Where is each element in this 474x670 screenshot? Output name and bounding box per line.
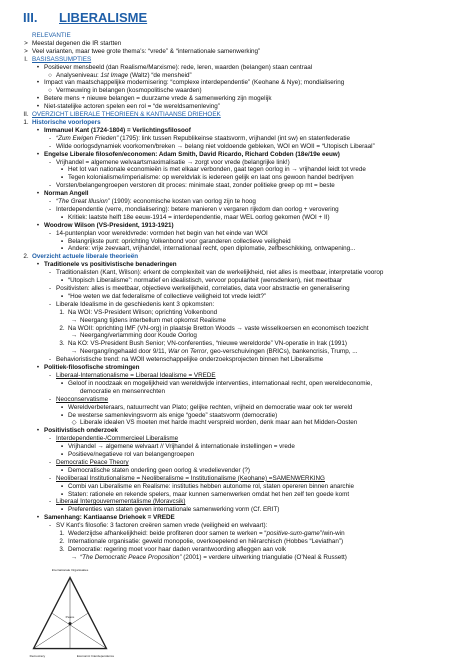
notes-content xyxy=(20,32,456,562)
note-line xyxy=(20,277,456,285)
line-text: Meestal degenen die IR startten xyxy=(32,39,122,47)
note-line xyxy=(20,317,456,325)
line-text: Vorsten/belangengroepen verstoren dit proces: minimale staat, zonder politieke greep op mt = beste xyxy=(56,182,335,190)
line-marker: • xyxy=(36,190,40,198)
line-text: Traditionalisten (Kant, Wilson): erkent de complexiteit van de werkelijkheid, niet alles is meetbaar, interpretatie voorop xyxy=(56,269,384,277)
note-line xyxy=(20,554,456,562)
line-marker: - xyxy=(48,142,52,150)
line-text: Betere mens + nieuwe belangen = duurzame vrede & samenwerking zijn mogelijk xyxy=(44,95,272,103)
line-marker: • xyxy=(36,103,40,111)
line-text: “Hoe weten we dat federalisme of collectieve veiligheid tot vrede leidt?” xyxy=(68,292,267,300)
line-text: “The Great Illusion” xyxy=(56,198,110,206)
line-text: Historische voorlopers xyxy=(32,118,101,126)
line-marker: • xyxy=(36,261,40,269)
line-text: Politiek-filosofische stromingen xyxy=(44,364,140,372)
line-text: Samenhang: Kantiaanse Driehoek = VREDE xyxy=(44,514,175,522)
note-line xyxy=(20,40,456,48)
line-marker: 2. xyxy=(23,253,29,261)
triangle-axis-left xyxy=(34,613,89,649)
line-text: 14-puntenplan voor wereldvrede: vormden het begin van het einde van WOI xyxy=(56,229,268,237)
line-text: Belangrijkste punt: oprichting Volkenbond voor garanderen collectieve veiligheid xyxy=(68,237,291,245)
line-text: 1st Image xyxy=(100,71,129,79)
line-marker: ▪ xyxy=(60,482,64,490)
line-marker: • xyxy=(36,79,40,87)
line-text: “Utopisch Liberalisme”: normatief en idealistisch, vervoor populariteit (wensdenken), niet meetbaar xyxy=(68,277,343,285)
note-line xyxy=(20,514,456,522)
line-marker: - xyxy=(48,522,52,530)
note-line xyxy=(20,419,456,427)
line-text: Na WOI: VS-President Wilson; oprichting Volkenbond xyxy=(68,308,218,316)
line-marker: ▪ xyxy=(60,166,64,174)
note-line xyxy=(20,348,456,356)
note-line xyxy=(20,372,456,380)
line-text: Positivistisch onderzoek xyxy=(44,427,118,435)
note-line xyxy=(20,64,456,72)
note-line xyxy=(20,79,456,87)
line-text: Traditionele vs positivistische benaderingen xyxy=(44,261,177,269)
line-text: “The Democratic Peace Proposition” xyxy=(80,553,182,561)
line-text: , geo-verschuivingen (BRICs), bankencrisis, Trump, ... xyxy=(206,348,358,356)
note-line xyxy=(20,166,456,174)
note-line xyxy=(20,388,456,396)
triangle-center-dot xyxy=(68,622,71,625)
line-marker: - xyxy=(48,269,52,277)
line-marker: ○ xyxy=(48,87,52,95)
note-line xyxy=(20,269,456,277)
diagram-label-right: Economic Interdependence xyxy=(76,654,115,659)
note-line xyxy=(20,190,456,198)
note-line xyxy=(20,285,456,293)
note-line xyxy=(20,119,456,127)
note-line xyxy=(20,404,456,412)
line-marker: → xyxy=(70,348,78,356)
line-marker: ▪ xyxy=(60,490,64,498)
line-text: (Waltz) “de mensheid” xyxy=(128,71,192,79)
line-text: Wilde oorlogsdynamiek voorkomen/breken → belang niet voldoende gebleken, WOI en WOII = “Utopisch Liberaal” xyxy=(56,142,375,150)
line-marker: ▪ xyxy=(60,379,64,387)
line-marker: - xyxy=(48,498,52,506)
note-line xyxy=(20,127,456,135)
line-text: Democratische staten onderling geen oorlog & vredelievender (?) xyxy=(68,466,251,474)
line-text: Woodrow Wilson (VS-President, 1913-1921) xyxy=(44,221,174,229)
line-marker: • xyxy=(36,150,40,158)
diagram-label-left: Democracy xyxy=(29,654,46,659)
line-text: SV Kant’s filosofie: 3 factoren creëren samen vrede (veiligheid en welvaart): xyxy=(56,522,268,530)
line-text: De westerse samenlevingsvorm als enige “goede” staatsvorm (democratie) xyxy=(68,411,278,419)
line-marker: - xyxy=(48,300,52,308)
line-marker: 2. xyxy=(59,538,65,545)
note-line xyxy=(20,364,456,372)
line-marker: 1. xyxy=(59,308,65,316)
note-line xyxy=(20,238,456,246)
line-text: Wereldverbeteraars, natuurrecht van Plato; gelijke rechten, vrijheid en democratie waar ook ter wereld xyxy=(68,403,353,411)
line-marker: 1. xyxy=(23,118,29,126)
line-marker: ▪ xyxy=(60,443,64,451)
line-text: Het lot van nationale economieën is met elkaar verbonden, gaat tegen oorlog in → vrijhandel leidt tot vrede xyxy=(68,166,366,174)
line-marker: - xyxy=(48,435,52,443)
line-text: Geloof in noodzaak en mogelijkheid van wereldwijde interventies, internationaal recht, open wereldeconomie, xyxy=(68,379,373,387)
line-marker: ▪ xyxy=(60,411,64,419)
line-marker: ▪ xyxy=(60,213,64,221)
note-line xyxy=(20,151,456,159)
note-line xyxy=(20,95,456,103)
note-line xyxy=(20,103,456,111)
line-marker: 1. xyxy=(59,530,65,538)
line-text: Vrijhandel = algemene welvaartsmaximalisatie → zorgt voor vrede (belangrijke link!) xyxy=(56,158,290,166)
note-line xyxy=(20,87,456,95)
note-line xyxy=(20,380,456,388)
line-text: Niet-statelijke actoren spelen een rol = “de wereldsamenleving” xyxy=(44,103,220,111)
line-marker: • xyxy=(36,427,40,435)
line-text: Behavioristische trend: na WOII wetenschappelijke onderzoeksprojecten binnen het Liberalisme xyxy=(56,356,324,364)
line-text: RELEVANTIE xyxy=(32,32,71,39)
line-marker: - xyxy=(48,356,52,364)
line-marker: > xyxy=(24,47,28,55)
line-text: Wederzijdse afhankelijkheid: beide profiteren door samen te werken = “ xyxy=(68,530,267,538)
note-line xyxy=(20,467,456,475)
line-marker: ○ xyxy=(48,71,52,79)
line-text: Combi van Liberalisme en Realisme: instituties hebben autonome rol, staten opereren binnen anarchie xyxy=(68,482,354,490)
note-line xyxy=(20,143,456,151)
line-marker: → xyxy=(70,553,78,561)
section-heading: LIBERALISME xyxy=(59,10,148,25)
line-text: Staten: rationele en rekende spelers, maar kunnen samenwerken omdat het hen zelf ten goede komt xyxy=(68,490,350,498)
line-marker: - xyxy=(48,205,52,213)
line-marker: ▪ xyxy=(60,277,64,285)
line-marker: 3. xyxy=(59,545,65,553)
note-line xyxy=(20,538,456,546)
line-marker: - xyxy=(48,371,52,379)
line-text: OVERZICHT LIBERALE THEORIEËN & KANTIAANSE DRIEHOEK xyxy=(32,111,221,119)
line-marker: ◇ xyxy=(71,419,77,427)
line-marker: ▪ xyxy=(60,237,64,245)
line-marker: ▪ xyxy=(60,466,64,474)
line-marker: • xyxy=(36,63,40,71)
line-text: Neoconservatisme xyxy=(56,395,109,403)
note-line xyxy=(20,174,456,182)
note-line xyxy=(20,443,456,451)
line-text: Positieve/negatieve rol van belangengroepen xyxy=(68,451,195,459)
line-text: democratie en mensenrechten xyxy=(80,387,166,395)
note-line xyxy=(20,427,456,435)
note-line xyxy=(20,451,456,459)
note-line xyxy=(20,459,456,467)
line-text: ”/win-win xyxy=(319,530,345,538)
section-title xyxy=(23,10,456,26)
line-text: Vermeuwing in belangen (kosmopolitische waarden) xyxy=(56,87,202,95)
line-text: Democratic Peace Theory xyxy=(56,458,129,466)
note-line xyxy=(20,159,456,167)
line-text: (1909): economische kosten van oorlog zijn te hoog xyxy=(109,198,256,206)
line-text: Interdependentie-/Commercieel Liberalisme xyxy=(56,435,179,443)
line-text: Veel varianten, maar twee grote thema’s: “vrede” & “internationale samenwerking” xyxy=(32,47,261,55)
line-marker: • xyxy=(36,364,40,372)
line-text: Liberale idealen VS moeten met harde macht verspreid worden, denk maar aan het Midden-Oosten xyxy=(80,419,358,427)
line-marker: ▪ xyxy=(60,174,64,182)
note-line xyxy=(20,412,456,420)
line-marker: ▪ xyxy=(60,506,64,514)
triangle-axis-right xyxy=(52,613,107,649)
line-marker: 3. xyxy=(59,340,65,348)
line-marker: > xyxy=(24,39,28,47)
line-text: Engelse Liberale filosofen/economen: Adam Smith, David Ricardo, Richard Cobden (18e/19e eeuw) xyxy=(44,150,340,158)
line-text: Andere: vrije zeevaart, vrijhandel, internationaal recht, open diplomatie, zelfbeschikking, ontwapening... xyxy=(68,245,356,253)
line-text: Analyseniveau: xyxy=(56,71,101,79)
line-marker: • xyxy=(36,221,40,229)
note-line xyxy=(20,325,456,333)
line-text: Overzicht actuele liberale theorieën xyxy=(32,253,139,261)
line-marker: - xyxy=(48,474,52,482)
line-marker: ▪ xyxy=(60,403,64,411)
line-text: Neergang/verlamming door Koude Oorlog xyxy=(80,332,197,340)
note-line xyxy=(20,230,456,238)
note-line xyxy=(20,483,456,491)
note-line xyxy=(20,206,456,214)
line-text: Na KO: VS-President Bush Senior; VN-conferenties, “nieuwe wereldorde” VN-operatie in Irak (1991) xyxy=(68,340,347,348)
line-text: War on Terror xyxy=(168,348,207,356)
line-marker: - xyxy=(48,134,52,142)
note-line xyxy=(20,111,456,119)
line-text: Liberaal Intergouvernementalisme (Moravcsik) xyxy=(56,498,186,506)
line-text: positive-sum-game xyxy=(266,530,320,538)
section-number: III. xyxy=(23,10,38,25)
line-text: “Zum Ewigen Frieden” xyxy=(56,134,119,142)
note-line xyxy=(20,546,456,554)
note-line xyxy=(20,182,456,190)
note-line xyxy=(20,522,456,530)
line-text: Neergang/ingehaald door 9/11, xyxy=(80,348,169,356)
line-marker: - xyxy=(48,458,52,466)
line-text: BASISASSUMPTIES xyxy=(32,55,92,63)
note-line xyxy=(20,356,456,364)
line-marker: → xyxy=(70,332,78,340)
line-text: Positiever mensbeeld (dan Realisme/Marxisme): rede, leren, waarden (belangen) staan centraal xyxy=(44,63,313,71)
line-text: Na WOII: oprichting IMF (VN-org) in plaatsje Bretton Woods → vaste wisselkoersen en economisch toezicht xyxy=(68,324,369,332)
note-line xyxy=(20,214,456,222)
note-line xyxy=(20,72,456,80)
line-text: Immanuel Kant (1724-1804) = Verlichtingsfilosoof xyxy=(44,126,191,134)
note-line xyxy=(20,245,456,253)
line-marker: → xyxy=(70,316,78,324)
line-marker: ▪ xyxy=(60,451,64,459)
line-text: Liberale Idealisme in de geschiedenis kent 3 opkomsten: xyxy=(56,300,215,308)
line-text: Neoliberaal Institutionalisme = Neoliberalisme = Institutionalisme (Keohane) =SAMENWERKING xyxy=(56,474,325,482)
line-marker: - xyxy=(48,158,52,166)
line-marker: ▪ xyxy=(60,292,64,300)
note-line xyxy=(20,396,456,404)
line-text: Norman Angell xyxy=(44,190,89,198)
kantian-triangle-diagram xyxy=(22,566,118,662)
line-marker: • xyxy=(36,126,40,134)
note-line xyxy=(20,32,456,40)
line-marker: - xyxy=(48,229,52,237)
line-text: Liberaal-Internationalisme = Liberaal Idealisme = VREDE xyxy=(56,371,216,379)
line-marker: - xyxy=(48,198,52,206)
line-text: Democratie: regering moet voor haar daden verantwoording afleggen aan volk xyxy=(68,545,287,553)
line-text: Impact van maatschappelijke modernisering: “complexe interdependentie” (Keohane & Nye); mondialisering xyxy=(44,79,345,87)
line-marker: - xyxy=(48,182,52,190)
line-marker: • xyxy=(36,514,40,522)
note-line xyxy=(20,198,456,206)
line-text: (2001) = verdere uitwerking triangulatie (O’Neal & Russett) xyxy=(181,553,347,561)
note-line xyxy=(20,530,456,538)
line-marker: II. xyxy=(23,111,29,119)
note-line xyxy=(20,332,456,340)
line-marker: I. xyxy=(24,55,28,63)
line-text: Internationale organisatie: geweld monopolie, overkoepelend en hiërarchisch (Hobbes “Leviathan”) xyxy=(68,538,344,545)
line-text: Preferenties van staten geven internationale samenwerking vorm (Cf. ERIT) xyxy=(68,506,280,514)
note-line xyxy=(20,48,456,56)
line-text: Vrijhandel → algemene welvaart // Vrijhandel & internationale instellingen = vrede xyxy=(68,443,295,451)
note-line xyxy=(20,222,456,230)
line-text: Kritiek: laatste helft 18e eeuw-1914 = interdependentie, maar WEL oorlog gekomen (WOI + II) xyxy=(68,213,330,221)
note-line xyxy=(20,56,456,64)
note-line xyxy=(20,498,456,506)
note-line xyxy=(20,253,456,261)
line-marker: • xyxy=(36,95,40,103)
line-marker: 2. xyxy=(59,324,65,332)
note-line xyxy=(20,301,456,309)
note-line xyxy=(20,435,456,443)
note-line xyxy=(20,340,456,348)
note-line xyxy=(20,506,456,514)
diagram-label-top: Internationale Organisaties xyxy=(51,567,89,572)
note-line xyxy=(20,491,456,499)
note-line xyxy=(20,261,456,269)
line-marker: - xyxy=(48,285,52,292)
note-line xyxy=(20,293,456,301)
line-text: Tegen kolonialisme/imperialisme: op wereldvlak is iedereen gelijk en laat ons gewoon handel bedrijven xyxy=(68,174,354,182)
line-marker: ▪ xyxy=(60,245,64,253)
line-marker: - xyxy=(48,395,52,403)
line-text: Interdependentie (verre, mondialisering): betere manieren v vergaren rijkdom dan oorlog + verovering xyxy=(56,205,339,213)
line-text: Positivisten: alles is meetbaar, objectieve werkelijkheid, correlaties, data voor abstractie en generalisering xyxy=(56,285,350,292)
note-line xyxy=(20,135,456,143)
line-text: (1795): link tussen Republikeinse staatsvorm, vrijhandel (int sw) en statenfederatie xyxy=(118,134,350,142)
diagram-label-center: Peace xyxy=(65,614,75,619)
line-text: Neergang tijdens interbellum met opkomst Realisme xyxy=(80,316,226,324)
note-line xyxy=(20,475,456,483)
note-line xyxy=(20,309,456,317)
